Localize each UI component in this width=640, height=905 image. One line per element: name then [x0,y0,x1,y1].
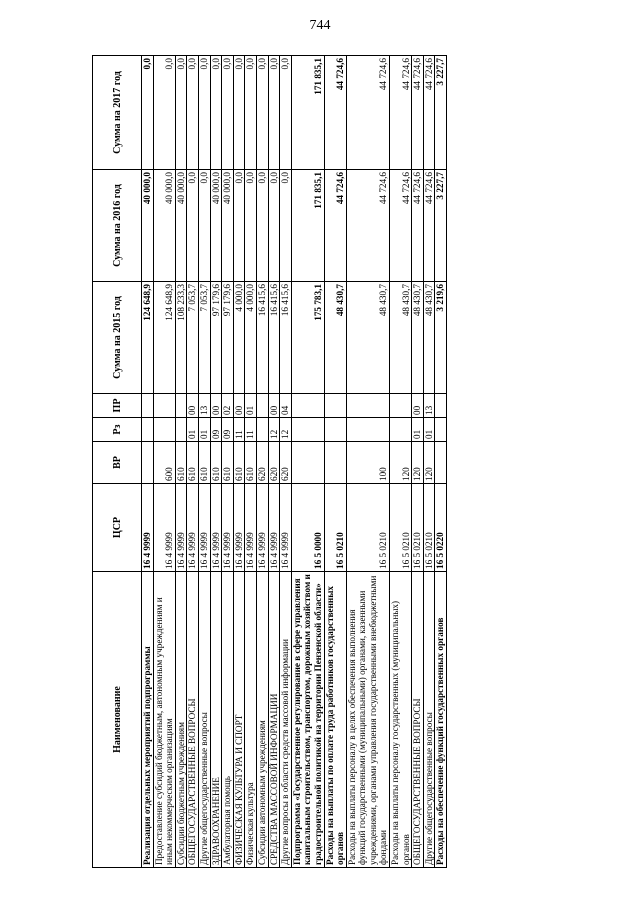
row-sum-2017-cell: 0,0 [175,56,187,170]
row-sum-2015-cell: 7 053,7 [187,282,199,394]
header-sum-2017: Сумма на 2017 год [93,56,142,170]
row-rz-cell [256,418,268,442]
row-sum-2016-cell: 0,0 [268,170,280,282]
row-sum-2016-cell: 40 000,0 [175,170,187,282]
row-vr-cell: 120 [423,442,435,484]
row-csr-cell: 16 4 9999 [198,484,210,572]
table-row [412,56,424,868]
header-csr: ЦСР [93,484,142,572]
row-name-cell: Амбулаторная помощь [222,572,234,868]
row-sum-2017-cell: 0,0 [280,56,292,170]
row-vr-cell: 610 [233,442,245,484]
row-sum-2015-cell: 16 415,6 [268,282,280,394]
header-vr: ВР [93,442,142,484]
table-body [142,56,447,868]
row-sum-2015-cell: 97 179,6 [210,282,222,394]
row-csr-cell: 16 5 0000 [291,484,324,572]
row-sum-2016-cell: 44 724,6 [324,170,346,282]
table-row [268,56,280,868]
row-pr-cell: 01 [245,394,257,418]
row-rz-cell [324,418,346,442]
table-row [187,56,199,868]
row-sum-2017-cell: 0,0 [153,56,175,170]
row-pr-cell: 02 [222,394,234,418]
row-rz-cell [435,418,447,442]
row-sum-2016-cell: 40 000,0 [210,170,222,282]
table-row [390,56,412,868]
row-vr-cell: 610 [210,442,222,484]
row-pr-cell [324,394,346,418]
row-pr-cell [435,394,447,418]
row-pr-cell: 00 [233,394,245,418]
row-sum-2015-cell: 7 053,7 [198,282,210,394]
page-number: 744 [309,18,331,33]
row-pr-cell [256,394,268,418]
row-sum-2015-cell: 16 415,6 [256,282,268,394]
row-sum-2017-cell: 44 724,6 [390,56,412,170]
row-sum-2016-cell: 40 000,0 [153,170,175,282]
row-name-cell: ОБЩЕГОСУДАРСТВЕННЫЕ ВОПРОСЫ [412,572,424,868]
row-vr-cell: 610 [222,442,234,484]
row-vr-cell [435,442,447,484]
row-name-cell: Расходы на выплаты по оплате труда работников государственных органов [324,572,346,868]
row-vr-cell: 120 [390,442,412,484]
row-sum-2017-cell: 171 835,1 [291,56,324,170]
row-sum-2016-cell: 0,0 [256,170,268,282]
row-vr-cell: 610 [187,442,199,484]
row-sum-2015-cell: 124 648,9 [142,282,154,394]
row-rz-cell: 09 [210,418,222,442]
header-name: Наименование [93,572,142,868]
row-sum-2015-cell: 4 000,0 [245,282,257,394]
row-csr-cell: 16 5 0210 [346,484,389,572]
row-csr-cell: 16 5 0220 [435,484,447,572]
table-row [423,56,435,868]
row-sum-2017-cell: 0,0 [210,56,222,170]
row-sum-2015-cell: 108 233,3 [175,282,187,394]
row-sum-2015-cell: 16 415,6 [280,282,292,394]
row-pr-cell: 13 [198,394,210,418]
row-pr-cell: 04 [280,394,292,418]
row-sum-2017-cell: 44 724,6 [423,56,435,170]
table-row [245,56,257,868]
row-rz-cell: 01 [187,418,199,442]
row-rz-cell [346,418,389,442]
row-rz-cell: 01 [412,418,424,442]
row-name-cell: ЗДРАВООХРАНЕНИЕ [210,572,222,868]
row-name-cell: Другие общегосударственные вопросы [198,572,210,868]
row-name-cell: СРЕДСТВА МАССОВОЙ ИНФОРМАЦИИ [268,572,280,868]
row-pr-cell [142,394,154,418]
row-sum-2016-cell: 44 724,6 [346,170,389,282]
row-rz-cell [291,418,324,442]
row-name-cell: Физическая культура [245,572,257,868]
header-pr: ПР [93,394,142,418]
row-name-cell: Расходы на выплаты персоналу в целях обеспечения выполнения функций государственными (муниципальными) органами, казенными учреждениями, органами управления государственными внебюджетными фондами [346,572,389,868]
row-csr-cell: 16 4 9999 [268,484,280,572]
row-sum-2017-cell: 44 724,6 [324,56,346,170]
row-name-cell: ОБЩЕГОСУДАРСТВЕННЫЕ ВОПРОСЫ [187,572,199,868]
row-sum-2017-cell: 0,0 [198,56,210,170]
row-sum-2016-cell: 0,0 [198,170,210,282]
row-sum-2017-cell: 0,0 [142,56,154,170]
row-sum-2015-cell: 48 430,7 [324,282,346,394]
row-sum-2016-cell: 171 835,1 [291,170,324,282]
row-sum-2017-cell: 3 227,7 [435,56,447,170]
row-sum-2015-cell: 97 179,6 [222,282,234,394]
row-sum-2017-cell: 0,0 [256,56,268,170]
table-row [142,56,154,868]
row-sum-2016-cell: 0,0 [245,170,257,282]
row-csr-cell: 16 4 9999 [210,484,222,572]
table-row [198,56,210,868]
row-sum-2015-cell: 4 000,0 [233,282,245,394]
row-sum-2016-cell: 40 000,0 [142,170,154,282]
row-csr-cell: 16 4 9999 [222,484,234,572]
row-sum-2015-cell: 175 783,1 [291,282,324,394]
row-csr-cell: 16 5 0210 [423,484,435,572]
row-sum-2015-cell: 124 648,9 [153,282,175,394]
row-vr-cell [142,442,154,484]
row-sum-2017-cell: 44 724,6 [346,56,389,170]
row-name-cell: ФИЗИЧЕСКАЯ КУЛЬТУРА И СПОРТ [233,572,245,868]
row-csr-cell: 16 5 0210 [324,484,346,572]
row-name-cell: Подпрограмма «Государственное регулирование в сфере управления капитальным строительством, транспортом, дорожным хозяйством и градостроительной политикой на территории Пензенской области» [291,572,324,868]
row-rz-cell: 09 [222,418,234,442]
table-row [153,56,175,868]
row-pr-cell: 13 [423,394,435,418]
row-sum-2017-cell: 44 724,6 [412,56,424,170]
row-pr-cell [291,394,324,418]
row-sum-2016-cell: 44 724,6 [390,170,412,282]
header-rz: Рз [93,418,142,442]
row-sum-2015-cell: 48 430,7 [412,282,424,394]
row-sum-2016-cell: 44 724,6 [423,170,435,282]
row-pr-cell [346,394,389,418]
row-sum-2015-cell: 48 430,7 [390,282,412,394]
table-row [346,56,389,868]
row-sum-2017-cell: 0,0 [268,56,280,170]
row-csr-cell: 16 4 9999 [153,484,175,572]
row-rz-cell [175,418,187,442]
table-row [324,56,346,868]
row-sum-2016-cell: 0,0 [233,170,245,282]
header-sum-2015: Сумма на 2015 год [93,282,142,394]
table-row [256,56,268,868]
row-csr-cell: 16 4 9999 [175,484,187,572]
row-vr-cell [291,442,324,484]
row-vr-cell: 620 [280,442,292,484]
row-vr-cell: 100 [346,442,389,484]
header-sum-2016: Сумма на 2016 год [93,170,142,282]
row-pr-cell [390,394,412,418]
row-name-cell: Другие общегосударственные вопросы [423,572,435,868]
row-name-cell: Расходы на обеспечение функций государственных органов [435,572,447,868]
row-pr-cell: 00 [187,394,199,418]
table-row [280,56,292,868]
row-sum-2017-cell: 0,0 [187,56,199,170]
row-sum-2015-cell: 48 430,7 [423,282,435,394]
row-name-cell: Реализация отдельных мероприятий подпрограммы [142,572,154,868]
row-sum-2016-cell: 40 000,0 [222,170,234,282]
row-rz-cell: 11 [245,418,257,442]
row-vr-cell: 120 [412,442,424,484]
row-vr-cell: 620 [256,442,268,484]
row-sum-2016-cell: 44 724,6 [412,170,424,282]
row-name-cell: Предоставление субсидий бюджетным, автономным учреждениям и иным некоммерческим организациям [153,572,175,868]
row-rz-cell: 12 [280,418,292,442]
row-name-cell: Субсидии бюджетным учреждениям [175,572,187,868]
row-name-cell: Другие вопросы в области средств массовой информации [280,572,292,868]
row-sum-2017-cell: 0,0 [233,56,245,170]
row-pr-cell: 00 [268,394,280,418]
table-row [175,56,187,868]
row-vr-cell: 610 [245,442,257,484]
table-row [233,56,245,868]
row-sum-2016-cell: 3 227,7 [435,170,447,282]
row-sum-2016-cell: 0,0 [280,170,292,282]
row-csr-cell: 16 4 9999 [233,484,245,572]
row-csr-cell: 16 5 0210 [412,484,424,572]
row-pr-cell: 00 [412,394,424,418]
row-csr-cell: 16 5 0210 [390,484,412,572]
row-rz-cell [153,418,175,442]
row-pr-cell [153,394,175,418]
table-row [210,56,222,868]
table-row [435,56,447,868]
row-vr-cell: 600 [153,442,175,484]
row-sum-2017-cell: 0,0 [245,56,257,170]
row-vr-cell: 620 [268,442,280,484]
row-csr-cell: 16 4 9999 [187,484,199,572]
row-name-cell: Субсидии автономным учреждениям [256,572,268,868]
row-sum-2017-cell: 0,0 [222,56,234,170]
row-csr-cell: 16 4 9999 [142,484,154,572]
row-csr-cell: 16 4 9999 [245,484,257,572]
rotated-table-area [92,56,540,868]
row-csr-cell: 16 4 9999 [280,484,292,572]
row-rz-cell: 01 [423,418,435,442]
row-name-cell: Расходы на выплаты персоналу государственных (муниципальных) органов [390,572,412,868]
row-rz-cell [390,418,412,442]
table-header-row [93,56,142,868]
row-sum-2016-cell: 0,0 [187,170,199,282]
row-pr-cell: 00 [210,394,222,418]
row-rz-cell: 12 [268,418,280,442]
row-sum-2015-cell: 3 219,6 [435,282,447,394]
table-row [291,56,324,868]
row-vr-cell: 610 [175,442,187,484]
row-rz-cell: 11 [233,418,245,442]
row-vr-cell: 610 [198,442,210,484]
row-vr-cell [324,442,346,484]
row-rz-cell [142,418,154,442]
row-pr-cell [175,394,187,418]
row-csr-cell: 16 4 9999 [256,484,268,572]
row-sum-2015-cell: 48 430,7 [346,282,389,394]
row-rz-cell: 01 [198,418,210,442]
table-row [222,56,234,868]
budget-table [92,55,447,868]
